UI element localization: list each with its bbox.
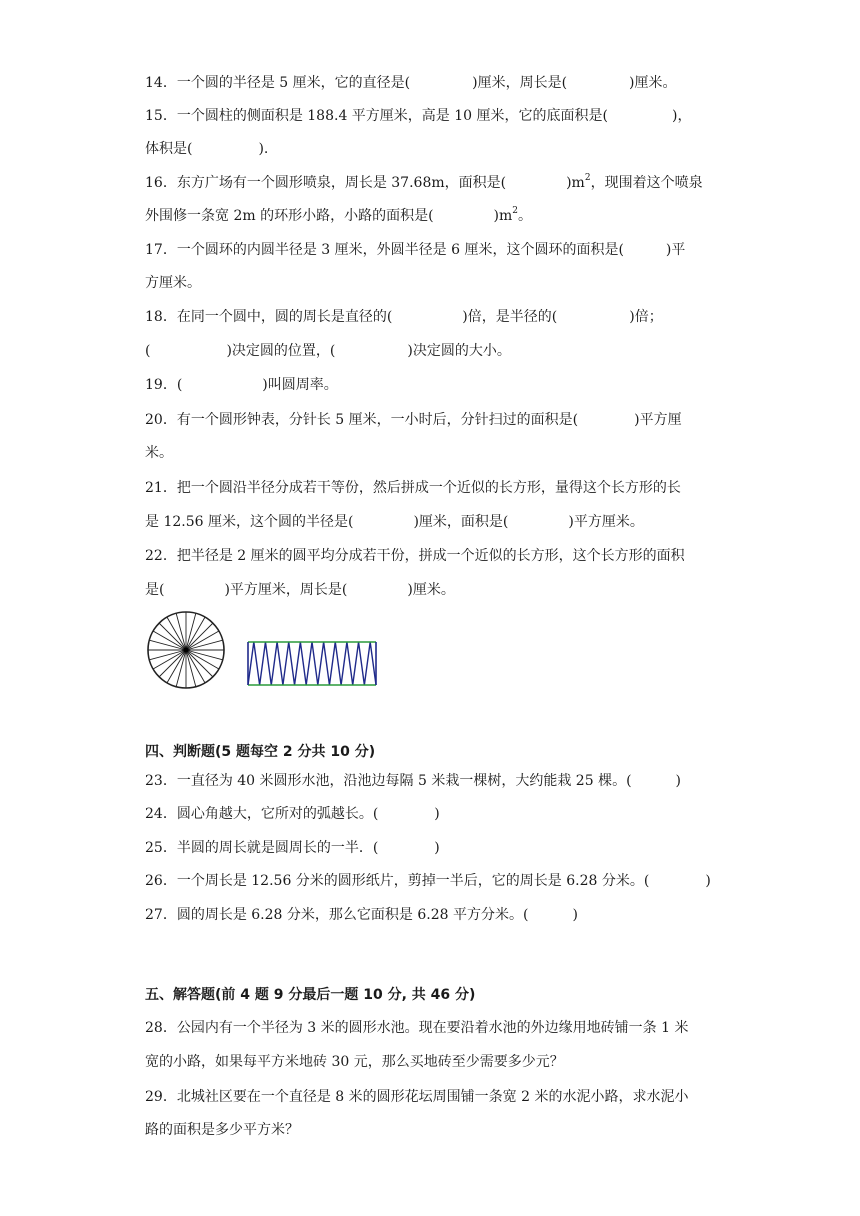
question-22-line-2: 是( )平方厘米，周长是( )厘米。 <box>145 582 455 598</box>
question-number: 27． <box>145 907 177 923</box>
question-29: 29．北城社区要在一个直径是 8 米的圆形花坛周围铺一条宽 2 米的水泥小路，求水泥小 <box>145 1089 689 1105</box>
question-18-line-2: ( )决定圆的位置，( )决定圆的大小。 <box>145 343 511 359</box>
question-28: 28．公园内有一个半径为 3 米的圆形水池。现在要沿着水池的外边缘用地砖铺一条 1 米 <box>145 1020 689 1036</box>
question-number: 19． <box>145 377 177 393</box>
question-16: 16．东方广场有一个圆形喷泉，周长是 37.68m，面积是( )$m^2$，现围着这个喷泉 <box>145 173 703 191</box>
question-16-line-2: 外围修一条宽 2m 的环形小路，小路的面积是( )$m^2$。 <box>145 206 533 224</box>
question-25: 25．半圆的周长就是圆周长的一半．( ) <box>145 840 440 856</box>
question-23: 23．一直径为 40 米圆形水池，沿池边每隔 5 米栽一棵树，大约能栽 25 棵。( ) <box>145 773 681 789</box>
question-number: 25． <box>145 840 177 856</box>
question-27: 27．圆的周长是 6.28 分米，那么它面积是 6.28 平方分米。( ) <box>145 907 578 923</box>
sectored-circle <box>148 612 224 688</box>
question-17-line-2: 方厘米。 <box>145 275 201 291</box>
question-number: 24． <box>145 806 177 822</box>
question-26: 26．一个周长是 12.56 分米的圆形纸片，剪掉一半后，它的周长是 6.28 分米。( ) <box>145 873 711 889</box>
circle-to-rectangle-figure <box>146 610 386 692</box>
question-number: 14． <box>145 75 177 91</box>
question-number: 23． <box>145 773 177 789</box>
question-number: 22． <box>145 548 177 564</box>
question-number: 20． <box>145 412 177 428</box>
question-number: 17． <box>145 242 177 258</box>
question-14: 14．一个圆的半径是 5 厘米，它的直径是( )厘米，周长是( )厘米。 <box>145 75 677 91</box>
question-18: 18．在同一个圆中，圆的周长是直径的( )倍，是半径的( )倍； <box>145 309 663 325</box>
question-28-line-2: 宽的小路，如果每平方米地砖 30 元，那么买地砖至少需要多少元？ <box>145 1054 564 1070</box>
question-15: 15．一个圆柱的侧面积是 188.4 平方厘米，高是 10 厘米，它的底面积是( )， <box>145 108 692 124</box>
question-29-line-2: 路的面积是多少平方米？ <box>145 1122 299 1138</box>
question-20: 20．有一个圆形钟表，分针长 5 厘米，一小时后，分针扫过的面积是( )平方厘 <box>145 412 682 428</box>
question-21-line-2: 是 12.56 厘米，这个圆的半径是( )厘米，面积是( )平方厘米。 <box>145 514 644 530</box>
question-15-line-2: 体积是( ). <box>145 141 269 157</box>
section-heading-judgement: 四、判断题(5 题每空 2 分共 10 分) <box>145 744 376 760</box>
question-20-line-2: 米。 <box>145 445 173 461</box>
question-21: 21．把一个圆沿半径分成若干等份，然后拼成一个近似的长方形，量得这个长方形的长 <box>145 480 681 496</box>
question-number: 15． <box>145 108 177 124</box>
question-number: 26． <box>145 873 177 889</box>
question-number: 16． <box>145 175 177 191</box>
question-number: 21． <box>145 480 177 496</box>
question-number: 29． <box>145 1089 177 1105</box>
question-22: 22．把半径是 2 厘米的圆平均分成若干份，拼成一个近似的长方形，这个长方形的面积 <box>145 548 685 564</box>
question-number: 18． <box>145 309 177 325</box>
circle-center <box>184 648 189 653</box>
question-19: 19．( )叫圆周率。 <box>145 377 338 393</box>
sector-zigzag <box>248 642 376 685</box>
question-24: 24．圆心角越大，它所对的弧越长。( ) <box>145 806 440 822</box>
approximate-rectangle <box>248 642 376 685</box>
question-number: 28． <box>145 1020 177 1036</box>
question-17: 17．一个圆环的内圆半径是 3 厘米，外圆半径是 6 厘米，这个圆环的面积是( )平 <box>145 242 686 258</box>
section-heading-problems: 五、解答题(前 4 题 9 分最后一题 10 分, 共 46 分) <box>145 987 476 1003</box>
